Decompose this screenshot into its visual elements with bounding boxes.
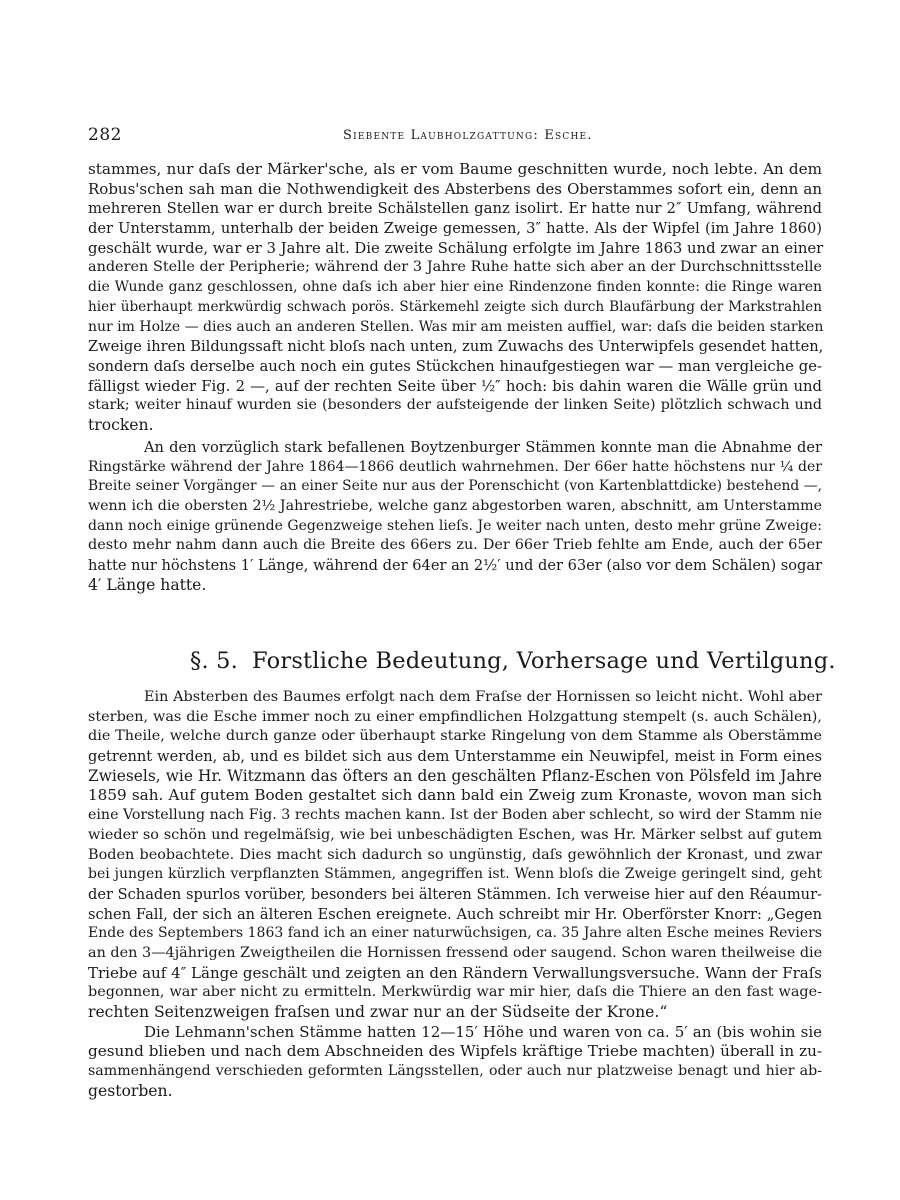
text-line: nur im Holze — dies auch an anderen Stellen. Was mir am meisten auffiel, war: daſs die beiden starken bbox=[88, 318, 824, 335]
text-line: rechten Seitenzweigen fraſsen und zwar nur an der Südseite der Krone.“ bbox=[88, 1003, 668, 1021]
text-line: Ende des Septembers 1863 fand ich an einer naturwüchsigen, ca. 35 Jahre alten Esche meines Reviers bbox=[88, 925, 822, 942]
text-line: hatte nur höchstens 1′ Länge, während der 64er an 2½′ und der 63er (also vor dem Schälen) sogar bbox=[88, 557, 823, 575]
text-line: begonnen, war aber nicht zu ermitteln. Merkwürdig war mir hier, daſs die Thiere an den fast wage- bbox=[88, 984, 822, 1001]
running-head: Siebente Laubholzgattung: Esche. bbox=[343, 128, 593, 143]
text-line: mehreren Stellen war er durch breite Schälstellen ganz isolirt. Er hatte nur 2″ Umfang, während bbox=[88, 200, 822, 218]
text-line: An den vorzüglich stark befallenen Boytzenburger Stämmen konnte man die Abnahme der bbox=[144, 439, 822, 456]
text-line: stark; weiter hinauf wurden sie (besonders der aufsteigende der linken Seite) plötzlich schwach und bbox=[88, 397, 822, 414]
text-line: Die Lehmann'schen Stämme hatten 12—15′ Höhe und waren von ca. 5′ an (bis wohin sie bbox=[144, 1022, 822, 1041]
text-line: der Unterstamm, unterhalb der beiden Zweige gemessen, 3″ hatte. Als der Wipfel (im Jahre 1860) bbox=[88, 220, 822, 238]
text-line: dann noch einige grünende Gegenzweige stehen lieſs. Je weiter nach unten, desto mehr grüne Zweige: bbox=[88, 517, 822, 534]
text-line: wenn ich die obersten 2½ Jahrestriebe, welche ganz abgestorben waren, abschnitt, am Unterstamme bbox=[88, 498, 822, 515]
text-line: sterben, was die Esche immer noch zu einer empfindlichen Holzgattung stempelt (s. auch Schälen), bbox=[88, 708, 822, 725]
section-title: Forstliche Bedeutung, Vorhersage und Vertilgung. bbox=[252, 648, 836, 674]
text-line: trocken. bbox=[88, 415, 154, 434]
text-line: desto mehr nahm dann auch die Breite des 66ers zu. Der 66er Trieb fehlte am Ende, auch der 65er bbox=[88, 537, 822, 554]
text-line: getrennt werden, ab, und es bildet sich aus dem Unterstamme ein Neuwipfel, meist in Form eines bbox=[88, 748, 822, 766]
text-line: Boden beobachtete. Dies macht sich dadurch so ungünstig, daſs gewöhnlich der Kronast, und zwar bbox=[88, 846, 822, 863]
text-line: geschält wurde, war er 3 Jahre alt. Die zweite Schälung erfolgte im Jahre 1863 und zwar an einer bbox=[88, 239, 824, 257]
page-number: 282 bbox=[88, 125, 122, 145]
text-line: hier überhaupt merkwürdig schwach porös. Stärkemehl zeigte sich durch Blaufärbung der Markstrahlen bbox=[88, 298, 822, 315]
text-line: Zweige ihren Bildungssaft nicht bloſs nach unten, zum Zuwachs des Unterwipfels gesendet hatten, bbox=[88, 338, 824, 356]
text-line: eine Vorstellung nach Fig. 3 rechts machen kann. Ist der Boden aber schlecht, so wird der Stamm nie bbox=[88, 807, 822, 824]
page-header bbox=[88, 125, 848, 151]
paragraph-3 bbox=[88, 688, 822, 1101]
text-line: die Theile, welche durch ganze oder überhaupt starke Ringelung von dem Stamme als Oberstämme bbox=[88, 728, 822, 745]
text-line: schen Fall, der sich an älteren Eschen ereignete. Auch schreibt mir Hr. Oberförster Knorr: „Gegen bbox=[88, 905, 822, 923]
text-line: 1859 sah. Auf gutem Boden gestaltet sich dann bald ein Zweig zum Kronaste, wovon man sich bbox=[88, 786, 822, 805]
text-line: gestorben. bbox=[88, 1081, 173, 1100]
text-line: gesund blieben und nach dem Abschneiden des Wipfels kräftige Triebe machten) überall in zu- bbox=[88, 1042, 822, 1061]
paragraph-2 bbox=[88, 438, 822, 596]
section-heading bbox=[190, 648, 836, 674]
text-line: stammes, nur daſs der Märker'sche, als er vom Baume geschnitten wurde, noch lebte. An dem bbox=[88, 160, 822, 178]
section-number: §. 5. bbox=[190, 648, 239, 674]
paragraph-1 bbox=[88, 160, 822, 436]
text-line: die Wunde ganz geschlossen, ohne daſs ich aber hier eine Rindenzone finden konnte: die Ringe waren bbox=[88, 279, 822, 296]
text-line: Robus'schen sah man die Nothwendigkeit des Absterbens des Oberstammes sofort ein, denn an bbox=[88, 179, 822, 198]
text-line: Zwiesels, wie Hr. Witzmann das öfters an den geschälten Pflanz-Eschen von Pölsfeld im Jahre bbox=[88, 766, 822, 785]
text-line: Ringstärke während der Jahre 1864—1866 deutlich wahrnehmen. Der 66er hatte höchstens nur ¼ der bbox=[88, 458, 822, 475]
text-line: sammenhängend verschieden geformten Längsstellen, oder auch nur platzweise benagt und hier ab- bbox=[88, 1063, 822, 1080]
text-line: Triebe auf 4″ Länge geschält und zeigten an den Rändern Verwallungsversuche. Wann der Fraſs bbox=[88, 963, 822, 982]
text-line: anderen Stelle der Peripherie; während der 3 Jahre Ruhe hatte sich aber an der Durchschnittsstelle bbox=[88, 259, 822, 276]
text-line: fälligst wieder Fig. 2 —, auf der rechten Seite über ½″ hoch: bis dahin waren die Wälle grün und bbox=[88, 377, 822, 395]
text-line: der Schaden spurlos vorüber, besonders bei älteren Stämmen. Ich verweise hier auf den Réaumur- bbox=[88, 885, 822, 903]
text-line: Breite seiner Vorgänger — an einer Seite nur aus der Porenschicht (von Kartenblattdicke) bestehend —, bbox=[88, 478, 822, 495]
text-line: an den 3—4jährigen Zweigtheilen die Hornissen fressend oder saugend. Schon waren theilweise die bbox=[88, 944, 823, 961]
text-line: Ein Absterben des Baumes erfolgt nach dem Fraſse der Hornissen so leicht nicht. Wohl aber bbox=[144, 689, 822, 705]
text-line: wieder so schön und regelmäſsig, wie bei unbeschädigten Eschen, was Hr. Märker selbst auf gutem bbox=[88, 826, 822, 843]
text-line: 4′ Länge hatte. bbox=[88, 575, 207, 594]
text-line: sondern daſs derselbe auch noch ein gutes Stückchen hinaufgestiegen war — man vergleiche ge- bbox=[88, 357, 822, 375]
text-line: bei jungen kürzlich verpflanzten Stämmen, angegriffen ist. Wenn bloſs die Zweige geringelt sind, geht bbox=[88, 866, 822, 883]
